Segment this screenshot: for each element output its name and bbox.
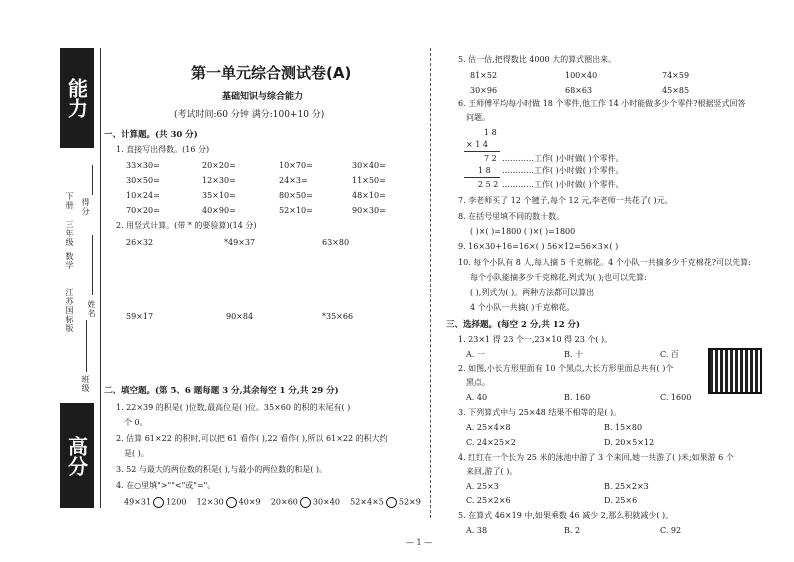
page-number: — 1 — [406, 538, 433, 547]
choice-option[interactable]: A. 38 [466, 526, 488, 535]
choice-option[interactable]: A. 40 [466, 393, 488, 402]
vertical-calc-item: *49×37 [224, 238, 256, 247]
choice-option[interactable]: A. 25×4×8 [466, 423, 511, 432]
sidebar-grade: 三年级 [65, 220, 74, 247]
page-subtitle: 基础知识与综合能力 [222, 92, 304, 102]
dot-grid-figure [708, 348, 762, 394]
vcalc-mult: × 1 4 [466, 140, 488, 149]
oral-item: 12×30= [202, 176, 236, 185]
oral-item: 40×90= [202, 206, 236, 215]
fill-q6: 6. 王师傅平均每小时做 18 个零件,他工作 14 小时能做多少个零件?根据竖式回答 [458, 99, 746, 108]
choice-option[interactable]: B. 15×80 [604, 423, 643, 432]
choice-option[interactable]: B. 25×2×3 [604, 482, 649, 491]
sidebar-term: 下册 [65, 192, 74, 210]
fill-q1-cont: 个 0。 [124, 418, 148, 427]
sidebar-class: 班级 [81, 375, 90, 393]
estimate-item: 81×52 [470, 71, 498, 80]
vertical-calc-item: 26×32 [126, 238, 154, 247]
choice-option[interactable]: C. 24×25×2 [466, 438, 516, 447]
fill-q9: 9. 16×30+16=16×( ) 56×12=56×3×( ) [458, 242, 619, 251]
choice-option[interactable]: C. 25×2×6 [466, 496, 511, 505]
vcalc-rule [464, 151, 500, 152]
page-title: 第一单元综合测试卷(A) [191, 64, 352, 82]
choice-option[interactable]: D. 25×6 [604, 496, 638, 505]
fill-q4: 4. 在○里填">""<"或"="。 [116, 481, 216, 490]
estimate-item: 30×96 [470, 86, 498, 95]
estimate-item: 45×85 [662, 86, 690, 95]
compare-circle[interactable] [300, 497, 311, 508]
compare-circle[interactable] [153, 497, 164, 508]
oral-item: 80×50= [279, 191, 313, 200]
vcalc-note: …………工作( )小时做( )个零件。 [502, 154, 624, 163]
exam-info: (考试时间:60 分钟 满分:100+10 分) [174, 110, 325, 120]
vcalc-partial-2: 1 8 [478, 166, 491, 175]
fill-q2-cont: 是( )。 [124, 449, 149, 458]
choice-option[interactable]: C. 百 [660, 350, 679, 359]
vertical-calc-item: *35×66 [322, 312, 354, 321]
choice-q1: 1. 23×1 得 23 个一,23×10 得 23 个( )。 [458, 335, 613, 344]
oral-item: 33×30= [126, 161, 160, 170]
fill-q2: 2. 估算 61×22 的积时,可以把 61 看作( ),22 看作( ),所以 61×22 的积大约 [116, 434, 388, 443]
fill-q6-cont: 问题。 [466, 113, 490, 122]
oral-item: 30×50= [126, 176, 160, 185]
fill-q8-items: ( )×( )=1800 ( )×( )=1800 [470, 227, 576, 236]
section-2-heading: 二、填空题。(第 5、6 题每题 3 分,其余每空 1 分,共 29 分) [104, 386, 339, 396]
fill-q3: 3. 52 与最大的两位数的积是( ),与最小的两位数的和是( )。 [116, 465, 328, 474]
vcalc-rule [464, 177, 500, 178]
estimate-item: 100×40 [565, 71, 598, 80]
compare-right: 52×9 [398, 497, 421, 507]
fill-q8: 8. 在括号里填不同的数十数。 [458, 212, 565, 221]
compare-circle[interactable] [386, 497, 397, 508]
vertical-calc-item: 63×80 [322, 238, 350, 247]
oral-item: 52×10= [279, 206, 313, 215]
sidebar-score-line [92, 165, 93, 195]
sidebar-bottom-label: 高分 [64, 435, 89, 476]
estimate-item: 68×63 [565, 86, 593, 95]
compare-left: 20×60 [270, 497, 298, 507]
sidebar-rule [100, 48, 101, 508]
sidebar-subject: 数学 [65, 252, 74, 270]
compare-right: 1200 [166, 497, 187, 507]
oral-item: 24×3= [279, 176, 308, 185]
oral-item: 35×10= [202, 191, 236, 200]
vcalc-top: 1 8 [484, 128, 497, 137]
fill-q10-line3: ( ),列式为( )。两种方法都可以算出 [470, 288, 595, 297]
sidebar-top-label: 能力 [64, 78, 89, 118]
choice-q2: 2. 如图,小长方形里面有 10 个黑点,大长方形里面总共有( )个 [458, 364, 674, 373]
choice-option[interactable]: D. 20×5×12 [604, 438, 655, 447]
fill-q10-line4: 4 个小队一共摘( )千克棉花。 [470, 303, 575, 312]
fill-q7: 7. 李老师买了 12 个毽子,每个 12 元,李老师一共花了( )元。 [458, 196, 673, 205]
vcalc-result: 2 5 2 [478, 180, 499, 189]
fill-q1: 1. 22×39 的积是( )位数,最高位是( )位。35×60 的积的末尾有( ) [116, 403, 351, 412]
column-divider [430, 48, 431, 518]
section-1-q1: 1. 直接写出得数。(16 分) [116, 145, 210, 154]
choice-option[interactable]: B. 2 [564, 526, 581, 535]
sidebar-name: 姓名 [87, 300, 96, 318]
sidebar-score: 得分 [81, 198, 90, 216]
vcalc-note: …………工作( )小时做( )个零件。 [502, 166, 624, 175]
sidebar-class-line [86, 320, 87, 372]
choice-option[interactable]: B. 160 [564, 393, 591, 402]
sidebar-bottom-block [60, 403, 94, 508]
sidebar-name-line [92, 235, 93, 295]
oral-item: 11×50= [352, 176, 386, 185]
section-3-heading: 三、选择题。(每空 2 分,共 12 分) [446, 320, 581, 330]
vcalc-note: …………工作( )小时做( )个零件。 [502, 180, 624, 189]
choice-q3: 3. 下列算式中与 25×48 结果不相等的是( )。 [458, 408, 622, 417]
section-1-heading: 一、计算题。(共 30 分) [104, 130, 198, 140]
choice-q4-cont: 来回,游了( )。 [466, 467, 518, 476]
choice-option[interactable]: C. 92 [660, 526, 682, 535]
choice-option[interactable]: A. 25×3 [466, 482, 499, 491]
choice-q4: 4. 红红在一个长为 25 米的泳池中游了 3 个来回,她一共游了( )米;如果游 6 个 [458, 453, 734, 462]
oral-item: 10×70= [279, 161, 313, 170]
choice-q5: 5. 在算式 46×19 中,如果乘数 46 减少 2,那么积就减少( )。 [458, 511, 674, 520]
estimate-item: 74×59 [662, 71, 690, 80]
fill-q5: 5. 估一估,把得数比 4000 大的算式圈出来。 [458, 55, 617, 64]
section-1-q2: 2. 用竖式计算。(带 * 的要验算)(14 分) [116, 221, 257, 230]
vertical-calc-item: 59×17 [126, 312, 154, 321]
choice-option[interactable]: B. 十 [564, 350, 583, 359]
choice-option[interactable]: A. 一 [466, 350, 485, 359]
oral-item: 70×20= [126, 206, 160, 215]
oral-item: 48×10= [352, 191, 386, 200]
compare-left: 12×30 [196, 497, 224, 507]
choice-q2-cont: 黑点。 [466, 378, 490, 387]
compare-right: 30×40 [312, 497, 340, 507]
vertical-calc-item: 90×84 [226, 312, 254, 321]
fill-q10-line2: 每个小队能摘多少千克棉花,列式为( );也可以先算: [470, 273, 647, 282]
oral-item: 20×20= [202, 161, 236, 170]
compare-left: 52×4×5 [350, 497, 384, 507]
sidebar-top-block [60, 48, 94, 148]
compare-row [124, 497, 421, 508]
oral-item: 10×24= [126, 191, 160, 200]
choice-option[interactable]: C. 1600 [660, 393, 692, 402]
compare-circle[interactable] [226, 497, 237, 508]
oral-item: 30×40= [352, 161, 386, 170]
oral-item: 90×30= [352, 206, 386, 215]
sidebar-school: 江苏国标版 [65, 288, 74, 333]
vcalc-partial-1: 7 2 [484, 154, 497, 163]
fill-q10: 10. 每个小队有 8 人,每人摘 5 千克棉花。4 个小队一共摘多少千克棉花?可以先算: [458, 258, 751, 267]
compare-left: 49×31 [124, 497, 152, 507]
compare-right: 40×9 [238, 497, 261, 507]
